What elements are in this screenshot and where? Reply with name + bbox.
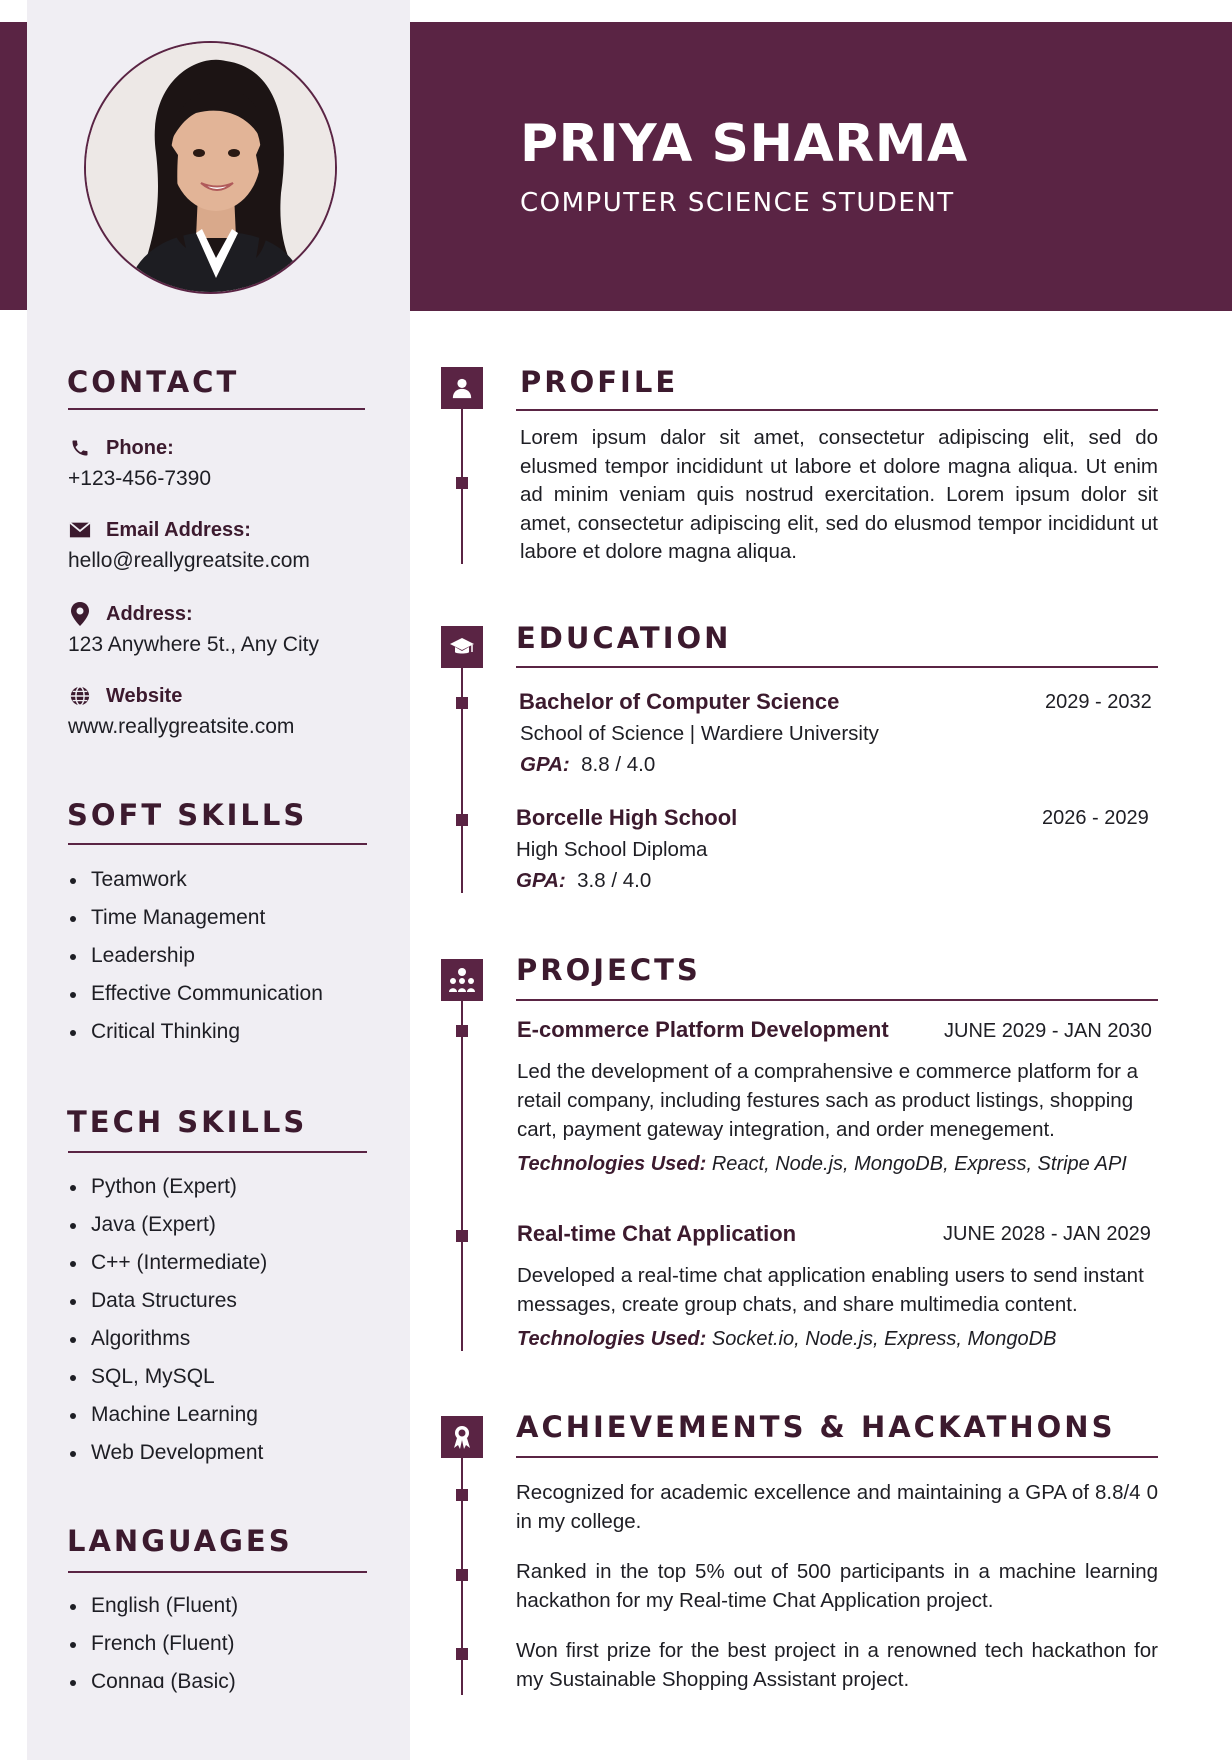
edge-accent-strip — [0, 22, 27, 310]
description-line: Led the development of a comprahensive e commerce platform for a — [517, 1060, 1139, 1083]
list-item: English (Fluent) — [68, 1593, 238, 1631]
email-value[interactable]: hello@reallygreatsite.com — [68, 549, 310, 572]
timeline-marker — [456, 477, 468, 489]
education-heading: EDUCATION — [516, 621, 732, 655]
project-description — [517, 1057, 1167, 1144]
project-dates: JUNE 2028 - JAN 2029 — [943, 1223, 1151, 1245]
profile-text: Lorem ipsum dalor sit amet, consectetur adipiscing elit, sed do elusmed tempor incididunt ut labore et dolore magna aliqua. Ut enim ad minim veniam quis nostrud exercitation. Lorem ipsum dolor sit amet, consectetur adipiscing elit, sed do elusmod tempor incididunt ut labore et dolore magna aliqua. — [520, 426, 1158, 563]
list-item: Machine Learning — [68, 1402, 267, 1440]
education-entry-dates: 2026 - 2029 — [1042, 807, 1149, 829]
address-label: Address: — [106, 602, 193, 625]
timeline-marker — [456, 1025, 468, 1037]
technologies-value: React, Node.js, MongoDB, Express, Stripe API — [711, 1153, 1127, 1175]
contact-heading: CONTACT — [67, 365, 240, 399]
description-line: cart, payment gateway integration, and order menegement. — [517, 1118, 1055, 1141]
list-item: Web Development — [68, 1440, 267, 1478]
tech-skills-heading: TECH SKILLS — [67, 1105, 308, 1139]
tech-skills-list — [68, 1174, 267, 1478]
list-item: Connaɑ (Basic) — [68, 1669, 238, 1707]
soft-skills-divider — [68, 843, 367, 845]
education-entry-school: School of Science | Wardiere University — [520, 722, 879, 745]
languages-list — [68, 1593, 238, 1707]
tech-skills-divider — [68, 1151, 367, 1153]
timeline-marker — [456, 1569, 468, 1581]
list-item: Leadership — [68, 943, 323, 981]
website-label: Website — [106, 684, 183, 707]
project-description — [517, 1261, 1167, 1319]
profile-heading: PROFILE — [520, 365, 679, 399]
education-entry-dates: 2029 - 2032 — [1045, 691, 1152, 713]
list-item: Teamwork — [68, 867, 323, 905]
achievements-section-icon — [441, 1416, 483, 1458]
list-item: Critical Thinking — [68, 1019, 323, 1057]
project-title: E-commerce Platform Development — [517, 1017, 889, 1042]
phone-icon — [68, 436, 92, 460]
technologies-label: Technologies Used: — [517, 1153, 707, 1175]
achievements-divider — [516, 1456, 1158, 1458]
languages-divider — [68, 1571, 367, 1573]
list-item: C++ (Intermediate) — [68, 1250, 267, 1288]
technologies-label: Technologies Used: — [517, 1328, 707, 1350]
phone-label: Phone: — [106, 436, 174, 459]
team-icon — [448, 967, 476, 993]
contact-address — [68, 601, 319, 657]
achievement-item: Recognized for academic excellence and maintaining a GPA of 8.8/4 0 in my college. — [516, 1481, 1158, 1533]
contact-phone — [68, 435, 211, 491]
gpa-value: 3.8 / 4.0 — [577, 869, 652, 892]
projects-heading: PROJECTS — [516, 953, 701, 987]
list-item: Time Management — [68, 905, 323, 943]
projects-timeline — [461, 1001, 463, 1351]
list-item: French (Fluent) — [68, 1631, 238, 1669]
contact-divider — [68, 408, 365, 410]
contact-email — [68, 517, 310, 573]
address-value: 123 Anywhere 5t., Any City — [68, 633, 319, 656]
timeline-marker — [456, 1489, 468, 1501]
profile-divider — [516, 409, 1158, 411]
projects-divider — [516, 999, 1158, 1001]
phone-value[interactable]: +123-456-7390 — [68, 467, 212, 490]
person-icon — [451, 377, 473, 399]
project-technologies — [517, 1328, 1056, 1351]
gpa-label: GPA: — [516, 869, 566, 892]
soft-skills-heading: SOFT SKILLS — [67, 798, 308, 832]
location-pin-icon — [68, 602, 92, 626]
description-line: messages, create group chats, and share multimedia content. — [517, 1293, 1078, 1316]
achievement-item: Ranked in the top 5% out of 500 participants in a machine learning hackathon for my Real-time Chat Application project. — [516, 1560, 1158, 1612]
education-entry-gpa — [520, 753, 655, 777]
candidate-title: COMPUTER SCIENCE STUDENT — [520, 188, 955, 218]
description-line: Developed a real-time chat application enabling users to send instant — [517, 1264, 1144, 1287]
education-entry-gpa — [516, 869, 651, 893]
project-dates: JUNE 2029 - JAN 2030 — [944, 1020, 1152, 1042]
website-value[interactable]: www.reallygreatsite.com — [68, 715, 295, 738]
languages-heading: LANGUAGES — [67, 1524, 293, 1558]
education-divider — [516, 666, 1158, 668]
projects-section-icon — [441, 959, 483, 1001]
list-item: SQL, MySQL — [68, 1364, 267, 1402]
contact-website — [68, 683, 294, 739]
email-label: Email Address: — [106, 518, 251, 541]
achievements-heading: ACHIEVEMENTS & HACKATHONS — [516, 1410, 1116, 1444]
list-item: Algorithms — [68, 1326, 267, 1364]
list-item: Effective Communication — [68, 981, 323, 1019]
award-icon — [450, 1424, 474, 1450]
candidate-name: PRIYA SHARMA — [520, 114, 968, 174]
project-title: Real-time Chat Application — [517, 1221, 797, 1246]
soft-skills-list — [68, 867, 323, 1057]
gpa-value: 8.8 / 4.0 — [581, 753, 656, 776]
timeline-marker — [456, 697, 468, 709]
mail-icon — [68, 518, 92, 542]
graduation-cap-icon — [449, 636, 475, 658]
list-item: Data Structures — [68, 1288, 267, 1326]
education-entry-title: Bachelor of Computer Science — [519, 689, 840, 714]
description-line: retail company, including festures sach as product listings, shopping — [517, 1089, 1134, 1112]
technologies-value: Socket.io, Node.js, Express, MongoDB — [711, 1328, 1057, 1350]
gpa-label: GPA: — [520, 753, 570, 776]
header-banner — [410, 22, 1232, 311]
list-item: Java (Expert) — [68, 1212, 267, 1250]
timeline-marker — [456, 1648, 468, 1660]
education-entry-school: High School Diploma — [516, 838, 708, 861]
globe-icon — [68, 684, 92, 708]
timeline-marker — [456, 814, 468, 826]
timeline-marker — [456, 1230, 468, 1242]
profile-section-icon — [441, 367, 483, 409]
education-entry-title: Borcelle High School — [516, 805, 738, 830]
list-item: Python (Expert) — [68, 1174, 267, 1212]
profile-photo — [84, 41, 337, 294]
achievement-item: Won first prize for the best project in a renowned tech hackathon for my Sustainable Shopping Assistant project. — [516, 1639, 1158, 1691]
education-section-icon — [441, 626, 483, 668]
project-technologies — [517, 1153, 1127, 1176]
